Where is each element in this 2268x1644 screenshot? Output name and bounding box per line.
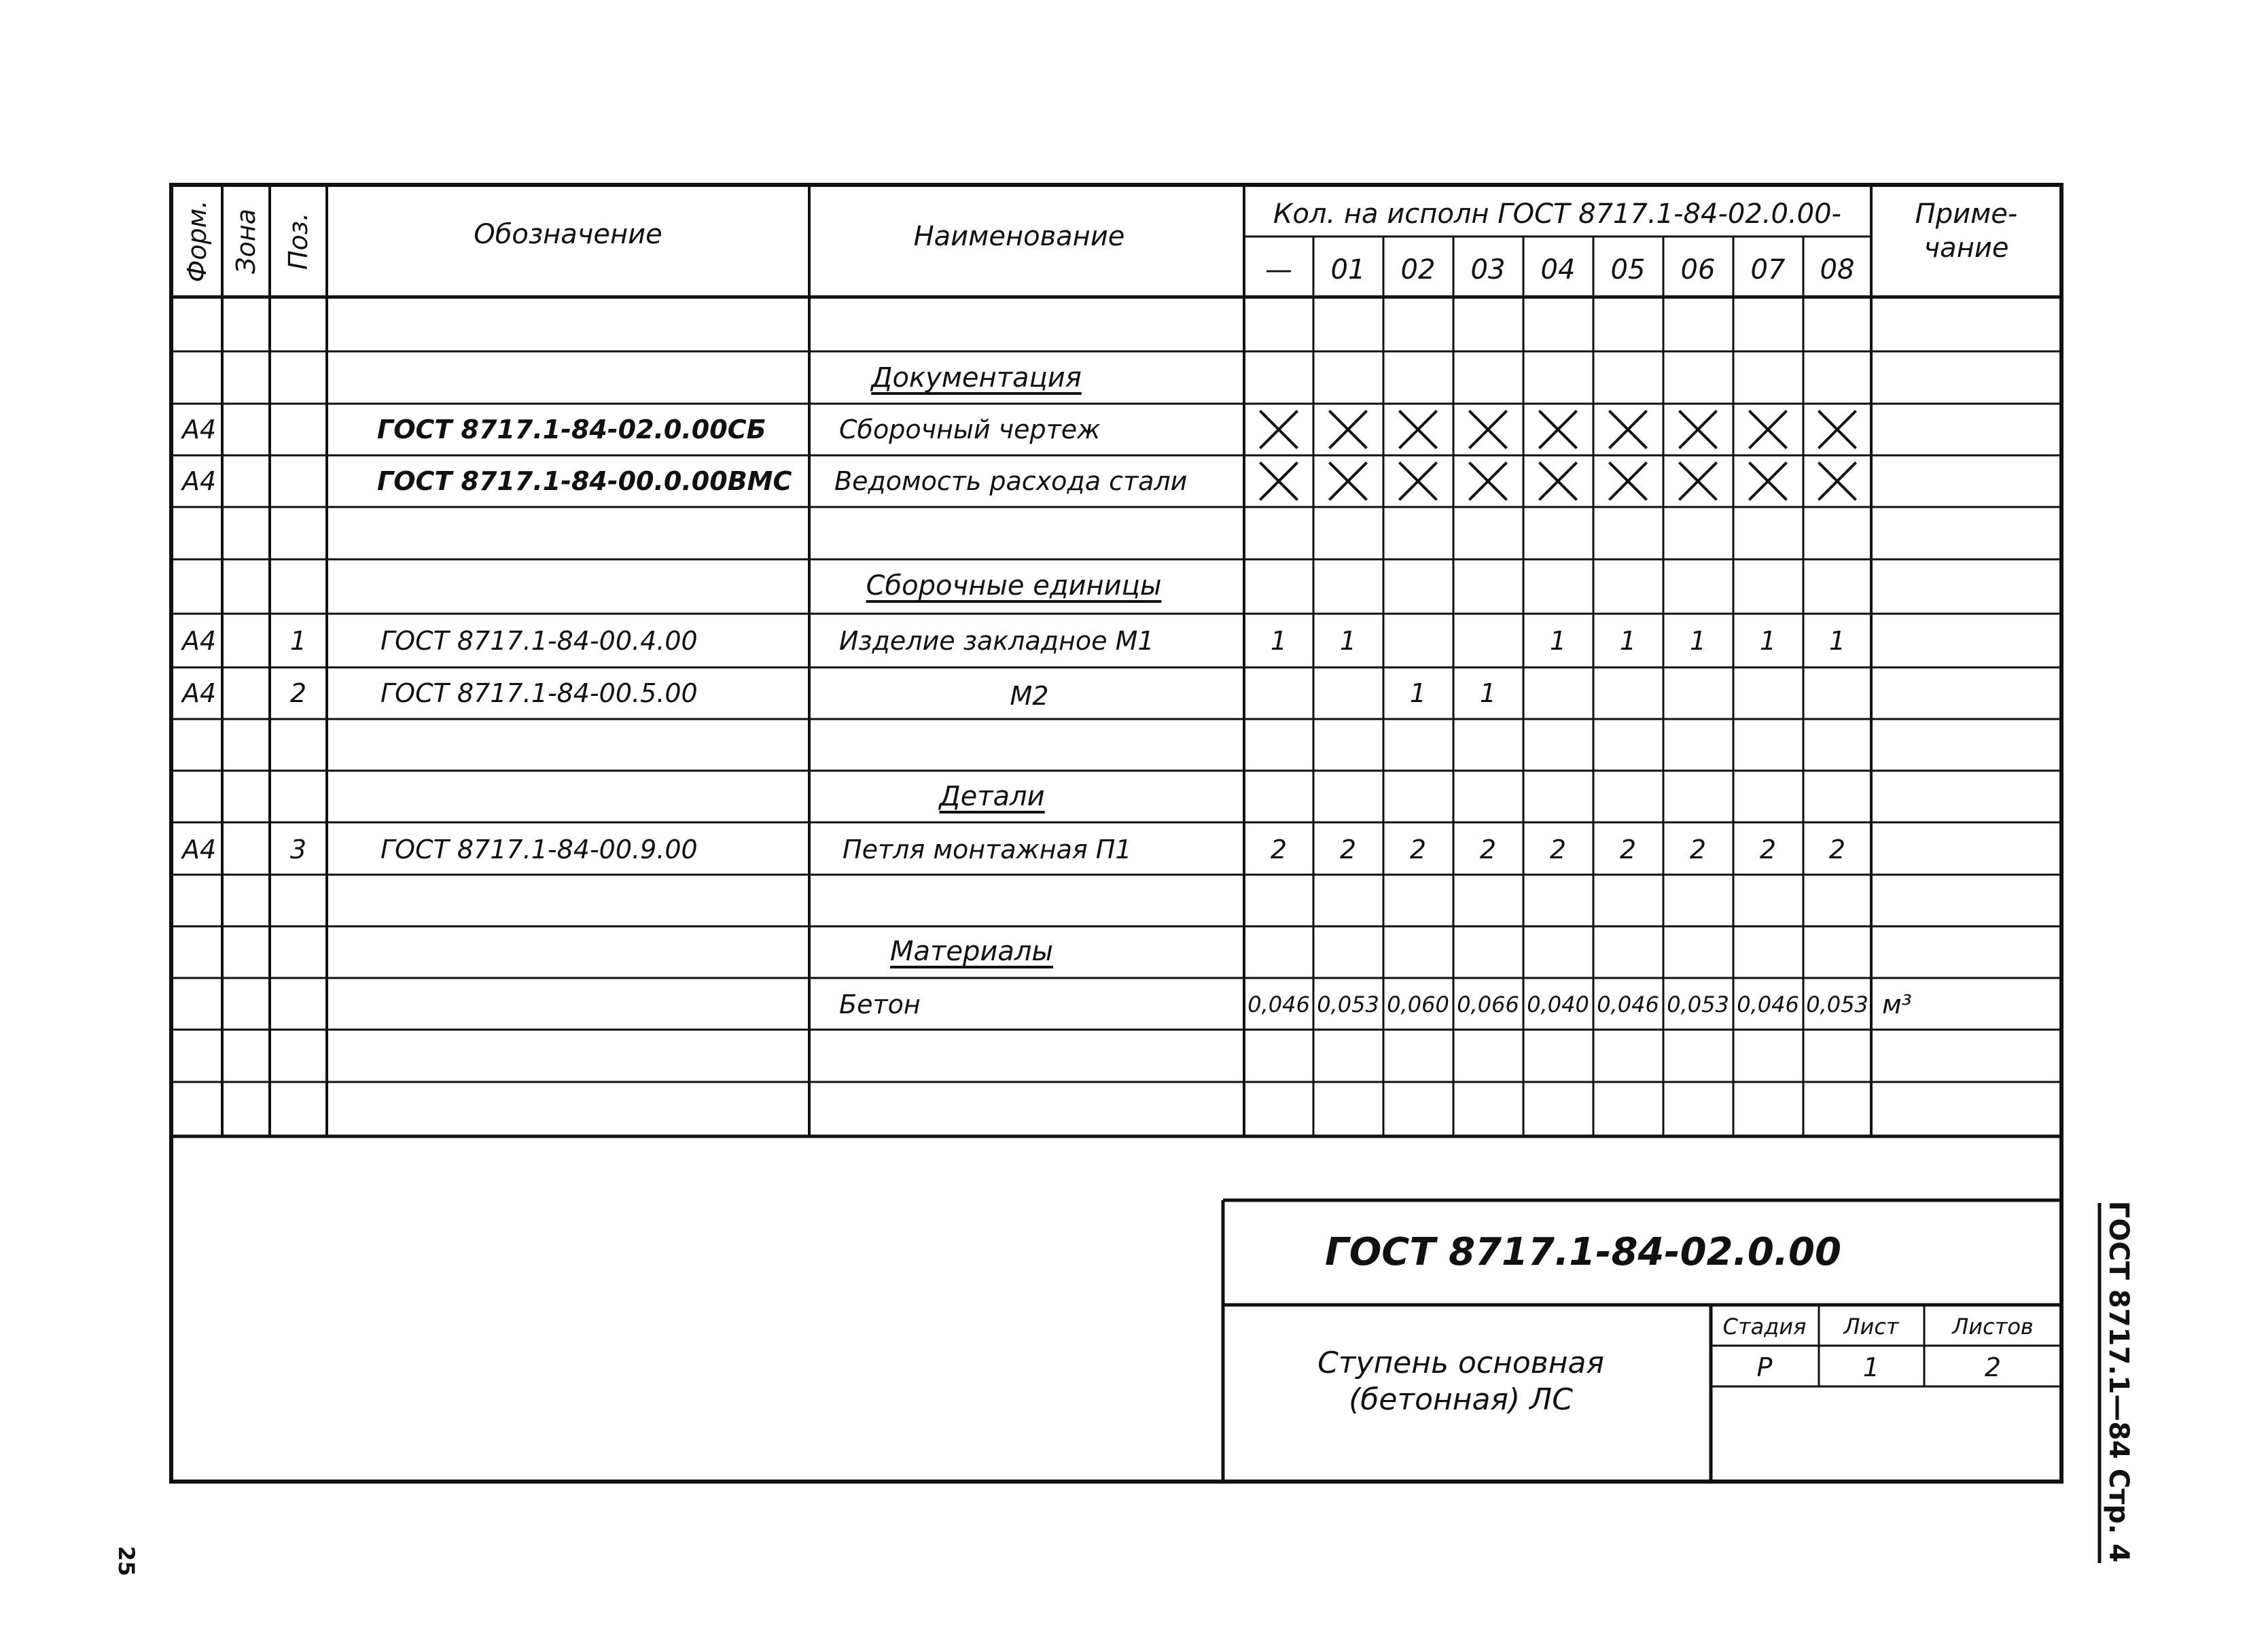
cross-mark-icon [1818,410,1857,449]
part1-qty-cell: 2 [1549,835,1567,864]
part1-designation: ГОСТ 8717.1-84-00.9.00 [380,835,698,864]
sheet-value: 1 [1862,1352,1880,1382]
part1-qty-cell: 2 [1828,835,1846,864]
asm1-name: Изделие закладное М1 [839,626,1154,656]
section-parts: Детали [939,781,1045,812]
title-block-name-line2: (бетонная) ЛС [1349,1382,1573,1417]
section-documentation: Документация [871,362,1082,393]
cross-mark-icon [1678,410,1718,449]
col-pos-header: Поз. [283,212,313,270]
sheets-label: Листов [1952,1314,2034,1340]
asm1-designation: ГОСТ 8717.1-84-00.4.00 [380,626,698,656]
mat1-qty-cell: 0,046 [1737,992,1799,1017]
cross-mark-icon [1678,461,1718,501]
variant-header: 04 [1540,254,1576,285]
cross-mark-icon [1328,410,1368,449]
cross-mark-icon [1259,461,1298,501]
cross-mark-icon [1468,410,1508,449]
part1-qty-cell: 2 [1270,835,1288,864]
part1-name: Петля монтажная П1 [843,835,1132,864]
asm1-qty-cell: 1 [1339,626,1357,656]
col-note-header-line2: чание [1924,232,2009,264]
mat1-qty-cell: 0,053 [1317,992,1379,1017]
cross-mark-icon [1748,461,1788,501]
variant-header: 08 [1820,254,1855,285]
mat1-qty-cell: 0,053 [1667,992,1729,1017]
mat1-name: Бетон [839,990,921,1019]
mat1-qty-cell: 0,046 [1597,992,1659,1017]
mat1-qty-cell: 0,040 [1527,992,1589,1017]
variant-header: 02 [1400,254,1436,285]
variant-header: 06 [1680,254,1716,285]
cross-mark-icon [1398,461,1438,501]
variant-header: 07 [1750,254,1786,285]
asm1-qty-cell: 1 [1549,626,1567,656]
cross-mark-icon [1468,461,1508,501]
part1-qty-cell: 2 [1759,835,1777,864]
stage-value: Р [1756,1352,1773,1382]
asm1-qty-cell: 1 [1689,626,1707,656]
cross-mark-icon [1818,461,1857,501]
col-name-header: Наименование [913,221,1125,252]
mat1-unit: м³ [1882,990,1912,1019]
asm1-qty-cell: 1 [1759,626,1777,656]
cross-mark-icon [1608,461,1648,501]
asm2-pos: 2 [289,678,307,708]
part1-qty-cell: 2 [1689,835,1707,864]
sheet-label: Лист [1843,1314,1899,1340]
cross-mark-icon [1608,410,1648,449]
col-form-header: Форм. [182,200,212,283]
title-block-code: ГОСТ 8717.1-84-02.0.00 [1325,1230,1841,1274]
doc2-designation: ГОСТ 8717.1-84-00.0.00ВМС [377,466,792,496]
variant-header: — [1265,254,1292,285]
cross-mark-icon [1398,410,1438,449]
mat1-qty-cell: 0,046 [1247,992,1310,1017]
part1-qty-cell: 2 [1619,835,1637,864]
asm2-qty-cell: 1 [1479,678,1497,708]
asm1-qty-cell: 1 [1619,626,1637,656]
variant-header: 05 [1610,254,1646,285]
asm2-name: М2 [1010,681,1049,711]
part1-form: A4 [182,835,217,864]
variant-header: 01 [1330,254,1366,285]
title-block-name-line1: Ступень основная [1317,1346,1604,1380]
asm1-pos: 1 [289,626,307,656]
asm2-form: A4 [182,678,217,708]
mat1-qty-cell: 0,066 [1457,992,1519,1017]
asm2-designation: ГОСТ 8717.1-84-00.5.00 [380,678,698,708]
doc1-form: A4 [182,415,217,444]
asm1-form: A4 [182,626,217,656]
section-materials: Материалы [890,936,1053,967]
doc1-name: Сборочный чертеж [839,415,1101,444]
asm2-qty-cell: 1 [1409,678,1427,708]
mat1-qty-cell: 0,053 [1806,992,1868,1017]
asm1-qty-cell: 1 [1828,626,1846,656]
stage-label: Стадия [1722,1314,1807,1340]
page-number: 25 [113,1545,139,1577]
part1-qty-cell: 2 [1409,835,1427,864]
cross-mark-icon [1538,410,1578,449]
doc1-designation: ГОСТ 8717.1-84-02.0.00СБ [377,415,766,444]
part1-pos: 3 [289,835,307,864]
part1-qty-cell: 2 [1479,835,1497,864]
cross-mark-icon [1328,461,1368,501]
side-standard-label: ГОСТ 8717.1—84 Стр. 4 [2103,1200,2134,1563]
col-zone-header: Зона [231,209,261,274]
cross-mark-icon [1748,410,1788,449]
variant-header: 03 [1470,254,1506,285]
doc2-form: A4 [182,466,217,496]
col-note-header-line1: Приме- [1915,198,2018,230]
cross-mark-icon [1259,410,1298,449]
asm1-qty-cell: 1 [1270,626,1288,656]
cross-mark-icon [1538,461,1578,501]
part1-qty-cell: 2 [1339,835,1357,864]
col-qty-header: Кол. на исполн ГОСТ 8717.1-84-02.0.00- [1273,198,1841,230]
sheets-value: 2 [1984,1352,2002,1382]
col-designation-header: Обозначение [474,219,662,250]
mat1-qty-cell: 0,060 [1387,992,1449,1017]
doc2-name: Ведомость расхода стали [834,466,1188,496]
section-assemblies: Сборочные единицы [866,570,1162,601]
